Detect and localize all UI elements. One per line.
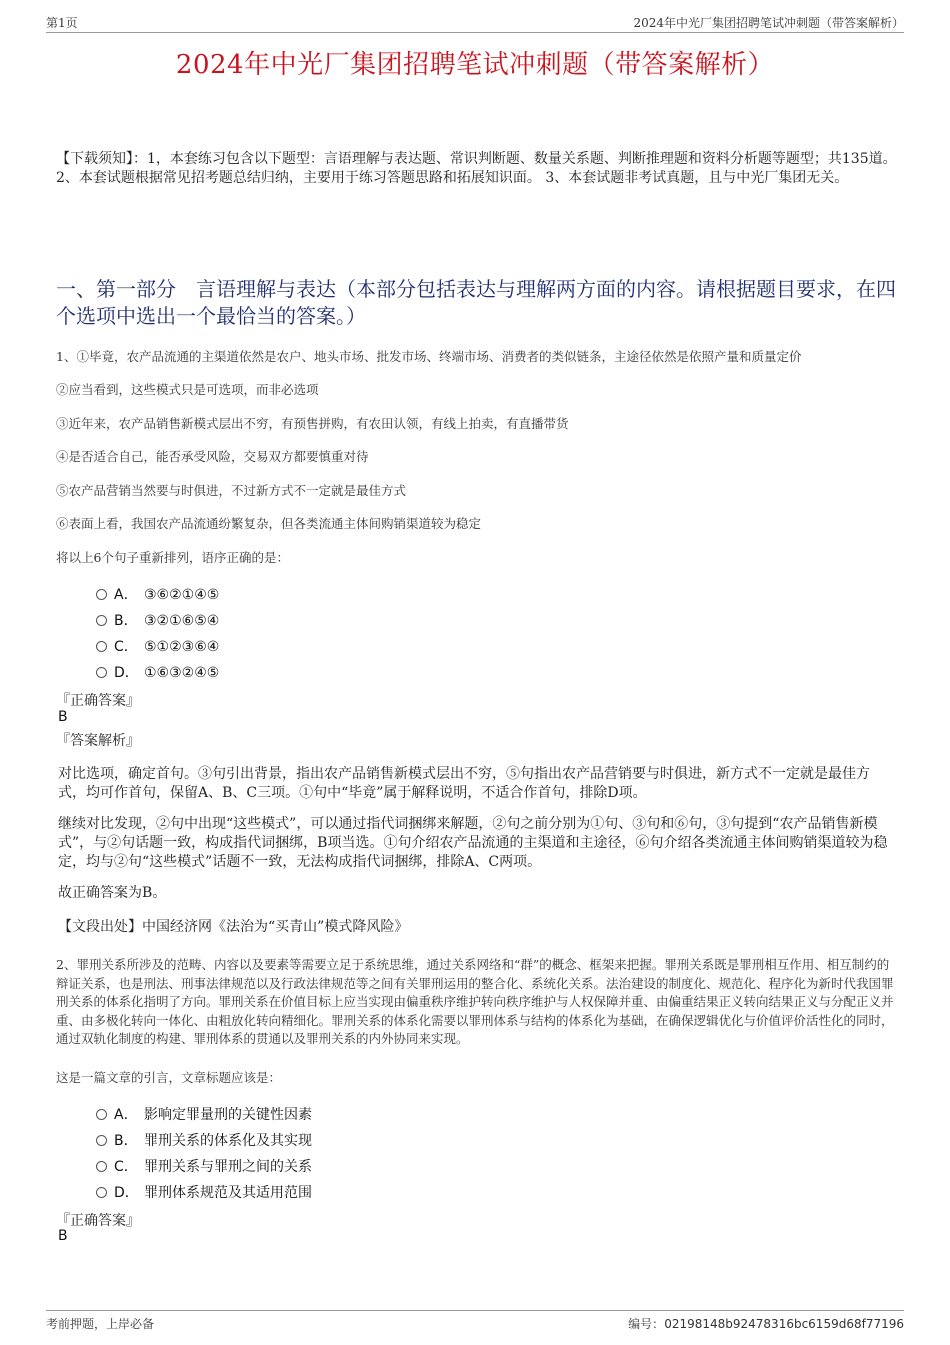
footer-code <box>628 1315 904 1332</box>
option-text: ①⑥③②④⑤ <box>144 665 220 681</box>
header-doc-title: 2024年中光厂集团招聘笔试冲刺题（带答案解析） <box>633 16 904 30</box>
page-footer <box>46 1310 904 1335</box>
q1-answer-label: 『正确答案』 <box>56 693 140 709</box>
option-letter: D． <box>114 665 139 681</box>
footer-slogan: 考前押题，上岸必备 <box>46 1317 155 1331</box>
download-notice: 【下载须知】：1，本套练习包含以下题型：言语理解与表达题、常识判断题、数量关系题、判断推理题和资料分析题等题型；共135道。 2、本套试题根据常见招考题总结归纳，主要用于练习答题思路和拓展知识面。 3、本套试题非考试真题，且与中光厂集团无关。 <box>56 151 897 186</box>
page-number: 第1页 <box>46 16 78 30</box>
q1-option-d[interactable] <box>96 662 219 682</box>
q2-answer-label: 『正确答案』 <box>56 1213 140 1229</box>
option-letter: C． <box>114 1159 138 1175</box>
q2-option-d[interactable] <box>96 1182 312 1202</box>
footer-code-label: 编号： <box>628 1317 665 1331</box>
footer-code-value: 02198148b92478316bc6159d68f77196 <box>664 1317 904 1331</box>
option-text: 罪刑关系与罪刑之间的关系 <box>144 1159 312 1175</box>
q1-line-2: ②应当看到，这些模式只是可选项，而非必选项 <box>56 382 319 397</box>
q1-analysis-para-1: 对比选项，确定首句。③句引出背景，指出农产品销售新模式层出不穷，⑤句指出农产品营销要与时俱进，新方式不一定就是最佳方式，均可作首句，保留A、B、C三项。①句中“毕竟”属于解释说明，不适合作首句，排除D项。 <box>58 766 870 801</box>
radio-icon[interactable] <box>96 589 107 600</box>
page-title: 2024年中光厂集团招聘笔试冲刺题（带答案解析） <box>175 50 775 80</box>
q2-passage: 2、罪刑关系所涉及的范畴、内容以及要素等需要立足于系统思维，通过关系网络和“群”的概念、框架来把握。罪刑关系既是罪刑相互作用、相互制约的辩证关系，也是刑法、刑事法律规范以及行政法律规范等之间有关罪刑运用的整合化、系统化关系。法治建设的制度化、规范化、程序化为新时代我国罪刑关系的体系化指明了方向。罪刑关系在价值目标上应当实现由偏重秩序维护转向秩序维护与人权保障并重、由偏重结果正义转向结果正义与分配正义并重、由多极化转向一体化、由粗放化转向精细化。罪刑关系的体系化需要以罪刑体系与结构的体系化为基础，在确保逻辑优化与价值评价活性化的同时，通过双轨化制度的构建、罪刑体系的贯通以及罪刑关系的内外协同来实现。 <box>56 957 894 1046</box>
q1-line-5: ⑤农产品营销当然要与时俱进，不过新方式不一定就是最佳方式 <box>56 483 407 498</box>
option-letter: D． <box>114 1185 139 1201</box>
q2-answer: B <box>58 1228 68 1244</box>
option-text: ⑤①②③⑥④ <box>144 639 220 655</box>
option-letter: A． <box>114 587 138 603</box>
q1-option-a[interactable] <box>96 584 219 604</box>
q1-analysis-label: 『答案解析』 <box>56 733 140 749</box>
q1-analysis-para-3: 故正确答案为B。 <box>58 885 167 901</box>
option-letter: B． <box>114 1133 138 1149</box>
radio-icon[interactable] <box>96 1161 107 1172</box>
q2-prompt: 这是一篇文章的引言，文章标题应该是： <box>56 1070 282 1085</box>
option-text: 影响定罪量刑的关键性因素 <box>144 1107 312 1123</box>
q1-line-4: ④是否适合自己，能否承受风险，交易双方都要慎重对待 <box>56 449 369 464</box>
radio-icon[interactable] <box>96 1109 107 1120</box>
radio-icon[interactable] <box>96 1135 107 1146</box>
radio-icon[interactable] <box>96 615 107 626</box>
option-letter: C． <box>114 639 138 655</box>
q1-answer: B <box>58 709 68 725</box>
q1-line-3: ③近年来，农产品销售新模式层出不穷，有预售拼购，有农田认领，有线上拍卖，有直播带货 <box>56 416 569 431</box>
q1-option-b[interactable] <box>96 610 219 630</box>
radio-icon[interactable] <box>96 1187 107 1198</box>
q1-analysis-para-2: 继续对比发现，②句中出现“这些模式”，可以通过指代词捆绑来解题，②句之前分别为①句、③句和⑥句，③句提到“农产品销售新模式”，与②句话题一致，构成指代词捆绑，B项当选。①句介绍农产品流通的主渠道和主途径，⑥句介绍各类流通主体间购销渠道较为稳定，均与②句“这些模式”话题不一致，无法构成指代词捆绑，排除A、C两项。 <box>58 816 888 870</box>
section-title: 一、第一部分 言语理解与表达（本部分包括表达与理解两方面的内容。请根据题目要求，在四个选项中选出一个最恰当的答案。） <box>56 277 896 328</box>
q1-prompt: 将以上6个句子重新排列，语序正确的是： <box>56 550 289 565</box>
option-text: ③⑥②①④⑤ <box>144 587 220 603</box>
radio-icon[interactable] <box>96 667 107 678</box>
option-text: ③②①⑥⑤④ <box>144 613 220 629</box>
q2-option-a[interactable] <box>96 1104 312 1124</box>
q1-source: 【文段出处】中国经济网《法治为“买青山”模式降风险》 <box>58 919 409 935</box>
radio-icon[interactable] <box>96 641 107 652</box>
option-text: 罪刑关系的体系化及其实现 <box>144 1133 312 1149</box>
option-letter: B． <box>114 613 138 629</box>
q1-option-c[interactable] <box>96 636 219 656</box>
q2-option-b[interactable] <box>96 1130 312 1150</box>
q1-line-1: 1、①毕竟，农产品流通的主渠道依然是农户、地头市场、批发市场、终端市场、消费者的类似链条，主途径依然是依照产量和质量定价 <box>56 349 802 364</box>
q1-line-6: ⑥表面上看，我国农产品流通纷繁复杂，但各类流通主体间购销渠道较为稳定 <box>56 516 482 531</box>
option-letter: A． <box>114 1107 138 1123</box>
option-text: 罪刑体系规范及其适用范围 <box>144 1185 312 1201</box>
page-header <box>46 12 904 33</box>
q2-option-c[interactable] <box>96 1156 312 1176</box>
